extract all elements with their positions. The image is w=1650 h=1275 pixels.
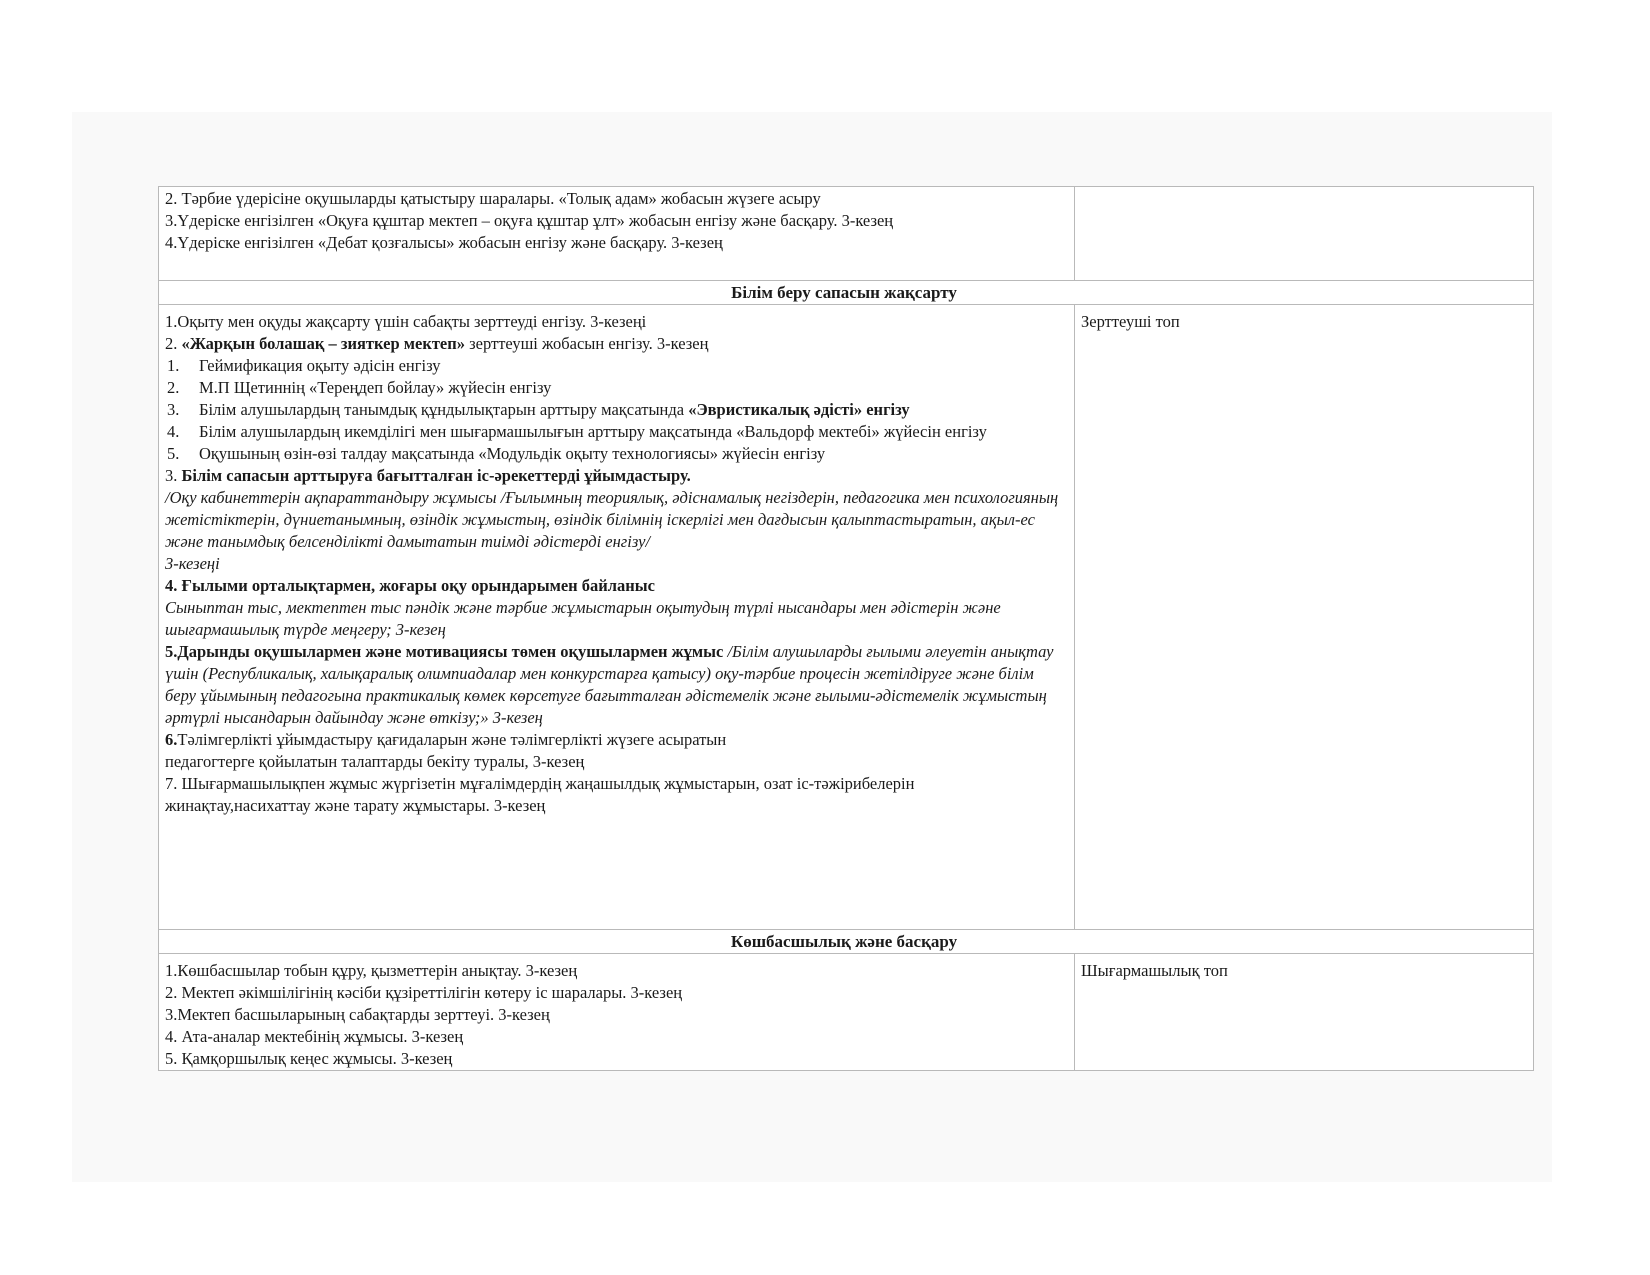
- list-item: [165, 465, 1064, 487]
- item-text: Тәлімгерлікті ұйымдастыру қағидаларын және тәлімгерлікті жүзеге асыратын: [177, 730, 727, 749]
- sublist-text: Оқушының өзін-өзі талдау мақсатында «Модульдік оқыту технологиясы» жүйесін енгізу: [199, 444, 826, 463]
- list-item: 1.Көшбасшылар тобын құру, қызметтерін анықтау. 3-кезең: [165, 961, 578, 980]
- list-item: [165, 641, 1064, 729]
- numbered-sublist: [165, 355, 1064, 465]
- item-text: педагогтерге қойылатын талаптарды бекіту туралы, 3-кезең: [165, 752, 585, 771]
- item-number: 6.: [165, 730, 178, 749]
- item-stage: 3-кезеңі: [165, 554, 220, 573]
- list-item: [165, 333, 1064, 355]
- item-number: 2.: [165, 334, 182, 353]
- list-item: [165, 729, 1064, 751]
- sublist-text: Білім алушылардың танымдық құндылықтарын арттыру мақсатында: [199, 400, 689, 419]
- responsible-cell: [1074, 187, 1533, 281]
- item-description: Сыныптан тыс, мектептен тыс пәндік және тәрбие жұмыстарын оқытудың түрлі нысандары мен әдістерін және шығармашылық түрде меңгеру; 3-кезең: [165, 598, 1001, 639]
- sublist-number: 3.: [167, 400, 180, 419]
- activities-cell: [159, 954, 1075, 1071]
- table-row: [159, 187, 1534, 281]
- responsible-cell: Шығармашылық топ: [1074, 954, 1533, 1071]
- sublist-number: 5.: [167, 444, 180, 463]
- list-item: 4. Ата-аналар мектебінің жұмысы. 3-кезең: [165, 1027, 464, 1046]
- sublist-item: [165, 421, 1064, 443]
- activities-cell: [159, 187, 1075, 281]
- sublist-number: 2.: [167, 378, 180, 397]
- sublist-number: 4.: [167, 422, 180, 441]
- list-item: 5. Қамқоршылық кеңес жұмысы. 3-кезең: [165, 1049, 453, 1068]
- section-header-row: [159, 281, 1534, 305]
- item-description: /Оқу кабинеттерін ақпараттандыру жұмысы /Ғылымның теориялық, әдіснамалық негіздерін, педагогика мен психологияның жетістіктерін, дүниетанымның, өзіндік жұмыстың, өзіндік білімнің іскерлігі мен дағдысын қалыптастыратын, ақыл-ес және танымдық белсенділікті дамытатын тиімді әдістерді енгізу/: [165, 488, 1059, 551]
- sublist-item: [165, 399, 1064, 421]
- table-row: [159, 954, 1534, 1071]
- sublist-text: М.П Щетиннің «Тереңдеп бойлау» жүйесін енгізу: [199, 378, 552, 397]
- section-header-row: [159, 930, 1534, 954]
- list-item: 3.Мектеп басшыларының сабақтарды зерттеуі. 3-кезең: [165, 1005, 550, 1024]
- responsible-cell: Зерттеуші топ: [1074, 305, 1533, 930]
- activities-cell: [159, 305, 1075, 930]
- list-item: 2. Мектеп әкімшілігінің кәсіби құзіреттілігін көтеру іс шаралары. 3-кезең: [165, 983, 683, 1002]
- item-number: 3.: [165, 466, 182, 485]
- item-heading: 4. Ғылыми орталықтармен, жоғары оқу орындарымен байланыс: [165, 576, 656, 595]
- item-heading: Білім сапасын арттыруға бағытталған іс-әрекеттерді ұйымдастыру.: [181, 466, 691, 485]
- sublist-item: [165, 443, 1064, 465]
- section-title: Көшбасшылық және басқару: [159, 930, 1534, 954]
- list-item: 4.Үдеріске енгізілген «Дебат қозғалысы» жобасын енгізу және басқару. 3-кезең: [165, 233, 723, 252]
- plan-table: [158, 186, 1534, 1071]
- sublist-bold-text: «Эвристикалық әдісті» енгізу: [688, 400, 910, 419]
- sublist-text: Білім алушылардың икемділігі мен шығармашылығын арттыру мақсатында «Вальдорф мектебі» жүйесін енгізу: [199, 422, 987, 441]
- item-text: зерттеуші жобасын енгізу. 3-кезең: [465, 334, 709, 353]
- sublist-item: [165, 355, 1064, 377]
- table-row: [159, 305, 1534, 930]
- list-item: 3.Үдеріске енгізілген «Оқуға құштар мектеп – оқуға құштар ұлт» жобасын енгізу және басқару. 3-кезең: [165, 211, 894, 230]
- section-title: Білім беру сапасын жақсарту: [159, 281, 1534, 305]
- list-item: 7. Шығармашылықпен жұмыс жүргізетін мұғалімдердің жаңашылдық жұмыстарын, озат іс-тәжірибелерін жинақтау,насихаттау және тарату жұмыстары. 3-кезең: [165, 774, 915, 815]
- sublist-number: 1.: [167, 356, 180, 375]
- list-item: 1.Оқыту мен оқуды жақсарту үшін сабақты зерттеуді енгізу. 3-кезеңі: [165, 312, 647, 331]
- list-item: 2. Тәрбие үдерісіне оқушыларды қатыстыру шаралары. «Толық адам» жобасын жүзеге асыру: [165, 189, 821, 208]
- sublist-item: [165, 377, 1064, 399]
- project-name: «Жарқын болашақ – зияткер мектеп»: [181, 334, 466, 353]
- item-description: /Білім алушыларды ғылыми әлеуетін анықтау үшін (Республикалық, халықаралық олимпиадалар мен конкурстарға қатысу) оқу-тәрбие процесін жетілдіруге және білім беру ұйымының педагогына практикалық көмек көрсетуге бағытталған әдістемелік және ғылыми-әдістемелік жұмыстың әртүрлі нысандарын дайындау және өткізу;» 3-кезең: [165, 642, 1054, 727]
- sublist-text: Геймификация оқыту әдісін енгізу: [199, 356, 441, 375]
- item-heading: 5.Дарынды оқушылармен және мотивациясы төмен оқушылармен жұмыс: [165, 642, 724, 661]
